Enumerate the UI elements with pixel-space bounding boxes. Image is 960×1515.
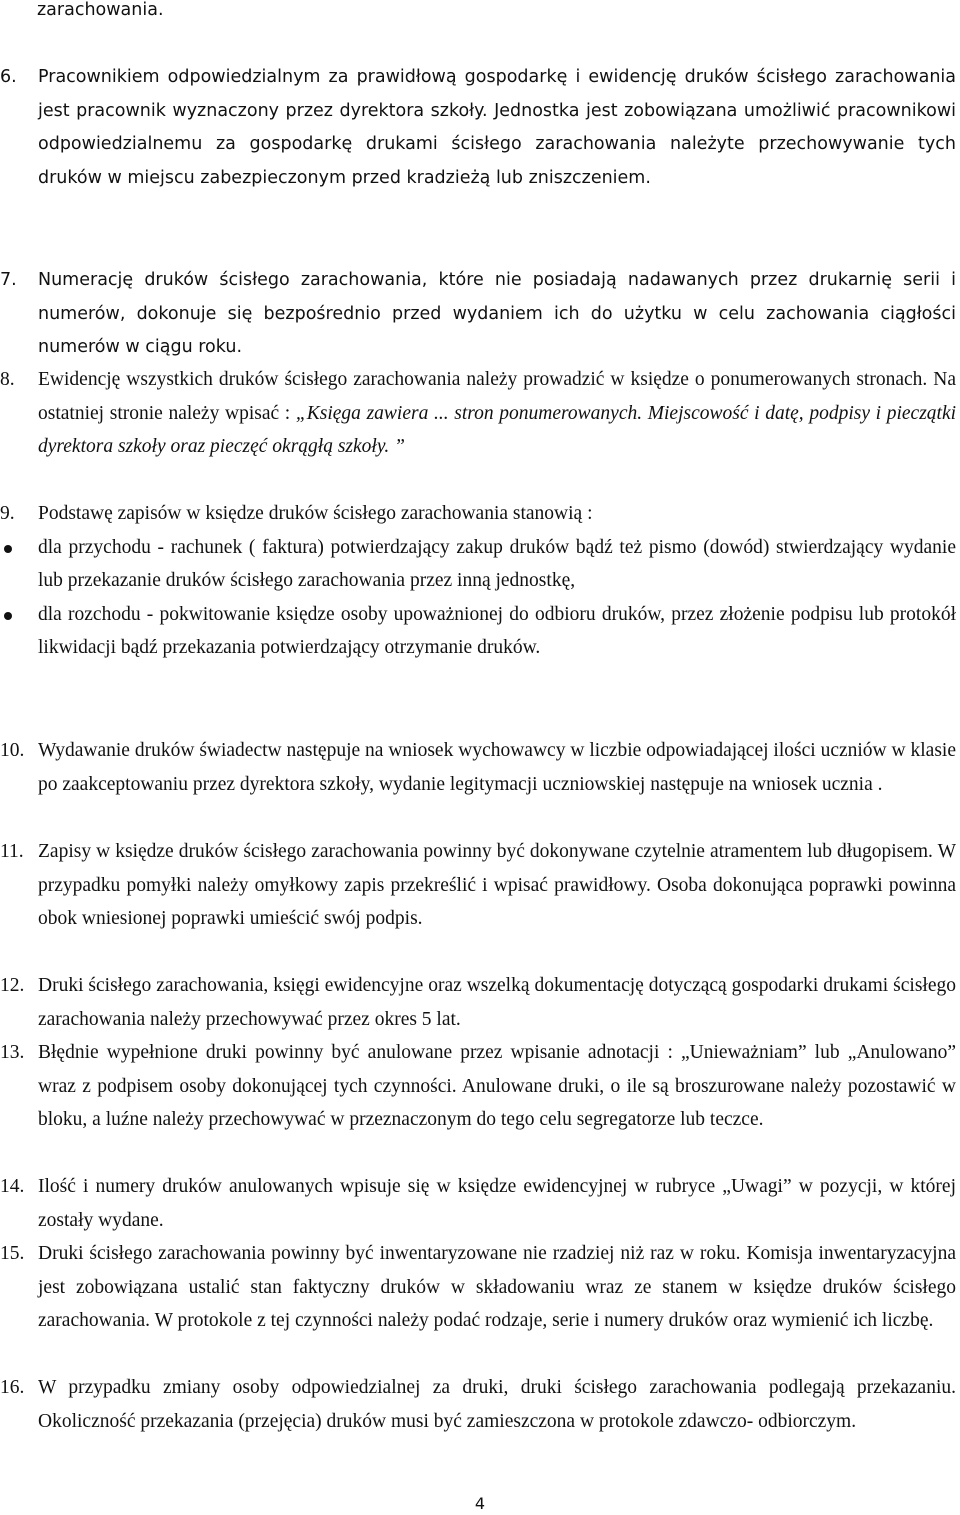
continued-fragment: zarachowania.	[37, 0, 164, 20]
bullet-dot	[4, 612, 12, 620]
item-number: 13.	[0, 1042, 25, 1063]
list-item-12	[0, 969, 956, 1036]
item-italic-text: „Księga zawiera ... stron ponumerowanych. Miejscowość i datę, podpisy i pieczątki dyrektora szkoły oraz pieczęć okrągłą szkoły. ”	[38, 402, 957, 457]
bullet-item	[0, 531, 956, 598]
list-item-10	[0, 734, 956, 801]
list-item-8	[0, 363, 956, 464]
bullet-item	[0, 598, 956, 665]
item-number: 15.	[0, 1243, 25, 1264]
item-text: Zapisy w księdze druków ścisłego zarachowania powinny być dokonywane czytelnie atramentem lub długopisem. W przypadku pomyłki należy omyłkowy zapis przekreślić i wpisać prawidłowy. Osoba dokonująca poprawki powinna obok wniesionej poprawki umieścić swój podpis.	[38, 841, 956, 929]
list-item-6	[0, 61, 956, 195]
item-text: Błędnie wypełnione druki powinny być anulowane przez wpisanie adnotacji : „Unieważniam” lub „Anulowano” wraz z podpisem osoby dokonującej tych czynności. Anulowane druki, o ile są broszurowane należy pozostawić w bloku, a luźne należy przechowywać w przeznaczonym do tego celu segregatorze lub teczce.	[38, 1042, 956, 1130]
bullet-dot	[4, 545, 12, 553]
item-text: Numerację druków ścisłego zarachowania, które nie posiadają nadawanych przez drukarnię serii i numerów, dokonuje się bezpośrednio przed wydaniem ich do użytku w celu zachowania ciągłości numerów w ciągu roku.	[38, 270, 956, 357]
item-number: 9.	[0, 503, 15, 524]
item-text-container	[38, 363, 956, 464]
list-item-15	[0, 1237, 956, 1338]
item-number: 6.	[0, 67, 17, 87]
list-item-7	[0, 264, 956, 365]
item-text: Druki ścisłego zarachowania powinny być inwentaryzowane nie rzadziej niż raz w roku. Komisja inwentaryzacyjna jest zobowiązana ustalić stan faktyczny druków w składowaniu wraz ze stanem w księdze druków ścisłego zarachowania. W protokole z tej czynności należy podać rodzaje, serie i numery druków oraz wymienić ich liczbę.	[38, 1243, 956, 1331]
item-text: Pracownikiem odpowiedzialnym za prawidłową gospodarkę i ewidencję druków ścisłego zarachowania jest pracownik wyznaczony przez dyrektora szkoły. Jednostka jest zobowiązana umożliwić pracownikowi odpowiedzialnemu za gospodarkę drukami ścisłego zarachowania należyte przechowywanie tych druków w miejscu zabezpieczonym przed kradzieżą lub zniszczeniem.	[38, 67, 956, 188]
page-number: 4	[474, 1494, 486, 1513]
list-item-14	[0, 1170, 956, 1237]
list-item-13	[0, 1036, 956, 1137]
item-number: 8.	[0, 369, 15, 390]
item-number: 16.	[0, 1377, 25, 1398]
bullet-text: dla przychodu - rachunek ( faktura) potwierdzający zakup druków bądź też pismo (dowód) stwierdzający wydanie lub przekazanie druków ścisłego zarachowania przez inną jednostkę,	[38, 536, 956, 591]
list-item-9	[0, 497, 956, 665]
list-item-11	[0, 835, 956, 936]
item-text: Wydawanie druków świadectw następuje na wniosek wychowawcy w liczbie odpowiadającej ilości uczniów w klasie po zaakceptowaniu przez dyrektora szkoły, wydanie legitymacji uczniowskiej następuje na wniosek ucznia .	[38, 740, 956, 795]
item-number: 11.	[0, 841, 24, 862]
item-number: 10.	[0, 740, 25, 761]
item-text: Druki ścisłego zarachowania, księgi ewidencyjne oraz wszelką dokumentację dotyczącą gospodarki drukami ścisłego zarachowania należy przechowywać przez okres 5 lat.	[38, 975, 956, 1030]
item-number: 7.	[0, 270, 17, 290]
item-number: 12.	[0, 975, 25, 996]
bullet-text: dla rozchodu - pokwitowanie księdze osoby upoważnionej do odbioru druków, przez złożenie podpisu lub protokół likwidacji bądź przekazania potwierdzający otrzymanie druków.	[38, 603, 956, 658]
item-number: 14.	[0, 1176, 25, 1197]
item-text: Podstawę zapisów w księdze druków ścisłego zarachowania stanowią :	[38, 503, 593, 524]
item-text: Ewidencję wszystkich druków ścisłego zarachowania należy prowadzić w księdze o ponumerowanych stronach. Na ostatniej stronie należy wpisać :	[38, 369, 956, 424]
bullet-list	[0, 531, 956, 665]
item-text: Ilość i numery druków anulowanych wpisuje się w księdze ewidencyjnej w rubryce „Uwagi” w pozycji, w której zostały wydane.	[38, 1176, 956, 1231]
list-item-16	[0, 1371, 956, 1438]
item-text: W przypadku zmiany osoby odpowiedzialnej za druki, druki ścisłego zarachowania podlegają przekazaniu. Okoliczność przekazania (przejęcia) druków musi być zamieszczona w protokole zdawczo- odbiorczym.	[38, 1377, 956, 1432]
